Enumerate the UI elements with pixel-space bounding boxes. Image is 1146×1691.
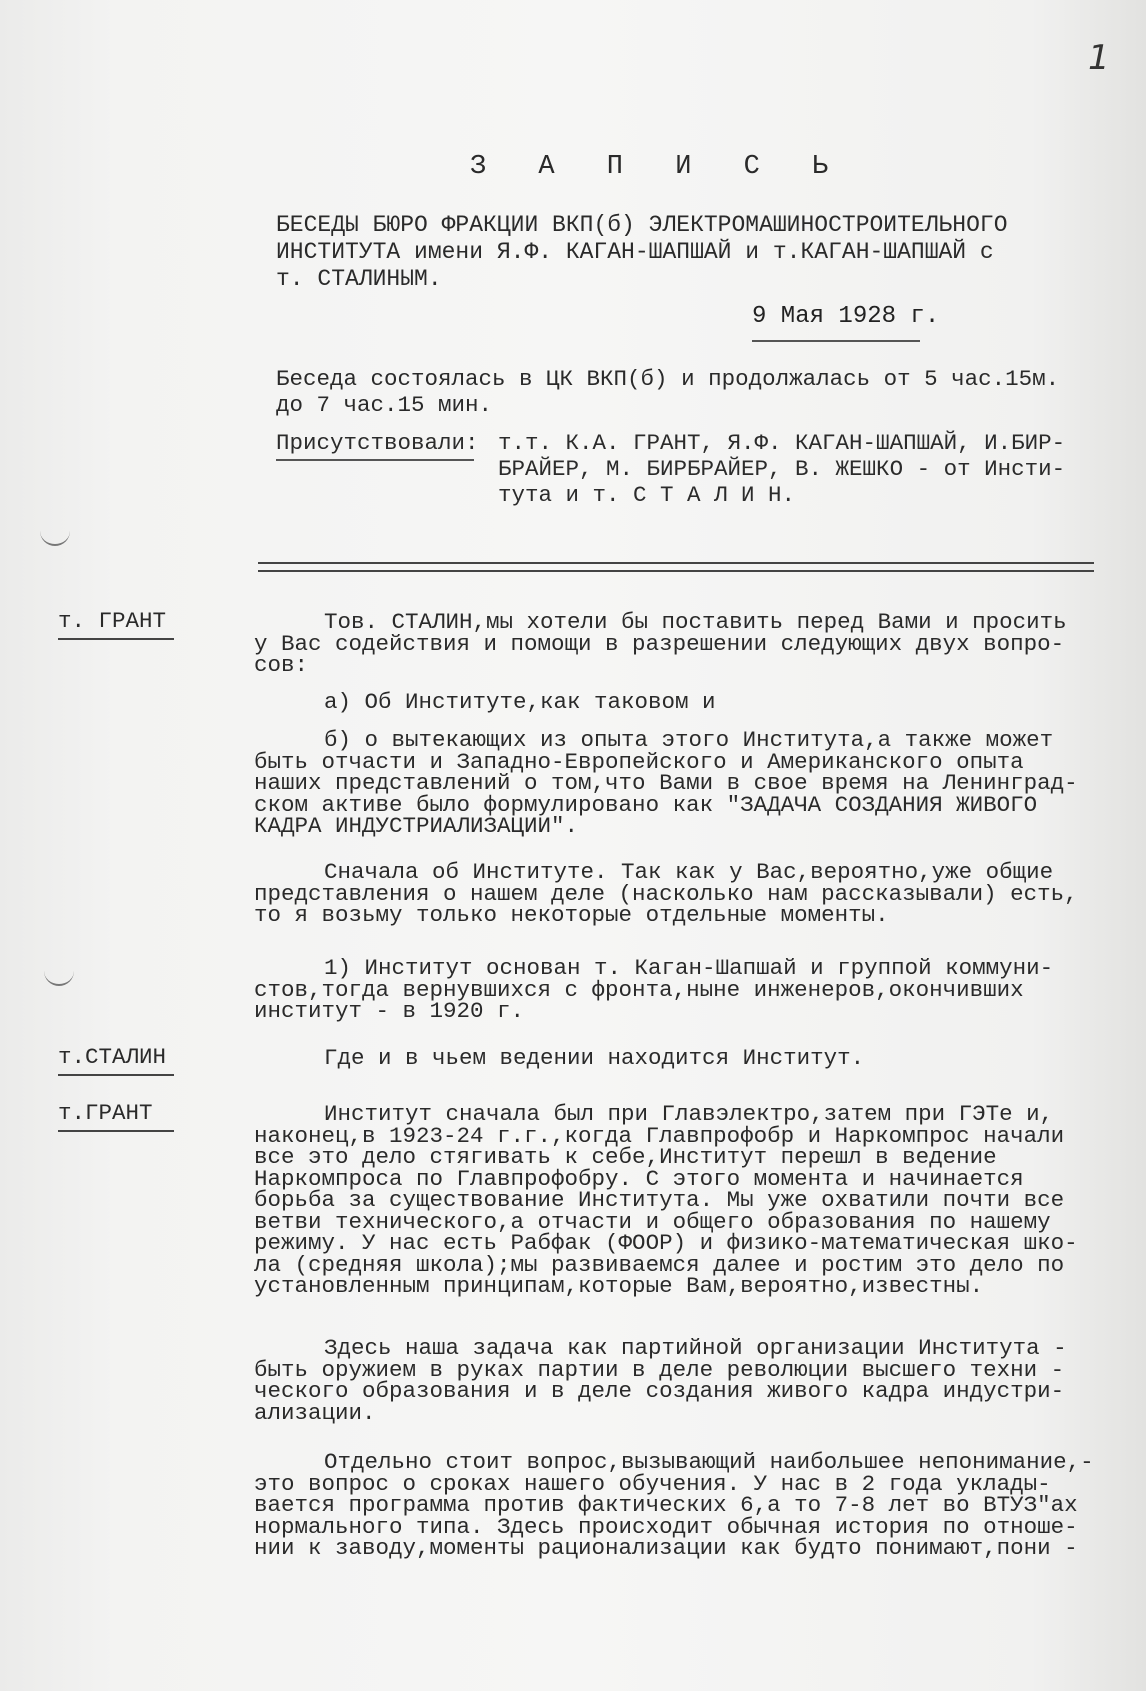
attendees-line: т.т. К.А. ГРАНТ, Я.Ф. КАГАН-ШАПШАЙ, И.БИР- bbox=[498, 430, 1066, 456]
text-line: Тов. СТАЛИН,мы хотели бы поставить перед Вами и просить bbox=[324, 609, 1067, 635]
punch-hole-mark bbox=[44, 970, 74, 986]
text-line: нормального типа. Здесь происходит обычная история по отноше- bbox=[254, 1513, 1078, 1540]
speaker-name: т. ГРАНТ bbox=[58, 608, 167, 634]
paragraph bbox=[254, 1449, 1100, 1561]
text-line: ветви технического,а отчасти и общего образования по нашему bbox=[254, 1208, 1051, 1235]
text-line: быть отчасти и Западно-Европейского и Американского опыта bbox=[254, 748, 1024, 775]
text-line: сов: bbox=[254, 652, 309, 678]
text-line: вается программа против фактических 6,а то 7-8 лет во ВТУЗ"ах bbox=[254, 1492, 1078, 1518]
text-line: представления о нашем деле (насколько нам рассказывали) есть, bbox=[254, 880, 1078, 907]
meeting-info bbox=[276, 366, 1096, 418]
speaker-name: т.ГРАНТ bbox=[58, 1100, 153, 1126]
text-line: наконец,в 1923-24 г.г.,когда Главпрофобр и Наркомпрос начали bbox=[254, 1122, 1065, 1149]
text-line: КАДРА ИНДУСТРИАЛИЗАЦИИ". bbox=[254, 813, 579, 839]
text-line: 1) Институт основан т. Каган-Шапшай и группой коммуни- bbox=[324, 955, 1054, 981]
text-line: ском активе было формулировано как "ЗАДАЧА СОЗДАНИЯ ЖИВОГО bbox=[254, 791, 1038, 818]
attendees-list bbox=[498, 430, 1098, 508]
attendees-line: БРАЙЕР, М. БИРБРАЙЕР, В. ЖЕШКО - от Инсти- bbox=[498, 456, 1066, 482]
attendees-line: тута и т. С Т А Л И Н. bbox=[498, 482, 796, 508]
text-line: то я возьму только некоторые отдельные моменты. bbox=[254, 902, 889, 928]
speaker-underline bbox=[58, 638, 174, 640]
text-line: Наркомпроса по Главпрофобру. С этого момента и начинается bbox=[254, 1165, 1024, 1192]
text-line: Отдельно стоит вопрос,вызывающий наибольшее непонимание,- bbox=[324, 1449, 1094, 1475]
text-line: борьба за существование Института. Мы уже охватили почти все bbox=[254, 1187, 1065, 1213]
document-date: 9 Мая 1928 г. bbox=[752, 303, 940, 330]
document-title: З А П И С Ь bbox=[470, 152, 847, 182]
meeting-info-line: до 7 час.15 мин. bbox=[276, 392, 493, 418]
paragraph bbox=[254, 689, 1100, 715]
text-line: Сначала об Институте. Так как у Вас,вероятно,уже общие bbox=[324, 859, 1054, 885]
heading-line: т. СТАЛИНЫМ. bbox=[276, 266, 442, 292]
punch-hole-mark bbox=[40, 530, 70, 546]
text-line: институт - в 1920 г. bbox=[254, 998, 525, 1024]
paragraph bbox=[254, 727, 1100, 839]
paragraph bbox=[254, 955, 1100, 1024]
text-line: установленным принципам,которые Вам,вероятно,известны. bbox=[254, 1273, 984, 1299]
text-line: ла (средняя школа);мы развиваемся далее и ростим это дело по bbox=[254, 1251, 1065, 1278]
text-line: у Вас содействия и помощи в разрешении следующих двух вопро- bbox=[254, 630, 1065, 657]
text-line: ализации. bbox=[254, 1399, 376, 1426]
text-line: режиму. У нас есть Рабфак (ФООР) и физико-математическая шко- bbox=[254, 1230, 1078, 1256]
speaker-label-grant bbox=[58, 608, 174, 640]
speaker-underline bbox=[58, 1130, 174, 1132]
document-heading bbox=[276, 212, 1056, 293]
text-line: а) Об Институте,как таковом и bbox=[324, 689, 716, 715]
speaker-label-grant bbox=[58, 1100, 174, 1132]
paragraph bbox=[254, 609, 1100, 678]
speaker-label-stalin bbox=[58, 1044, 174, 1076]
speaker-underline bbox=[58, 1074, 174, 1076]
text-line: ческого образования и в деле создания живого кадра индустри- bbox=[254, 1378, 1065, 1404]
paragraph bbox=[254, 1335, 1100, 1426]
attendees-label: Присутствовали: bbox=[276, 430, 479, 456]
text-line: это вопрос о сроках нашего обучения. У нас в 2 года уклады- bbox=[254, 1470, 1051, 1497]
paragraph bbox=[254, 859, 1100, 928]
speaker-name: т.СТАЛИН bbox=[58, 1044, 167, 1070]
heading-line: ИНСТИТУТА имени Я.Ф. КАГАН-ШАПШАЙ и т.КАГАН-ШАПШАЙ с bbox=[276, 239, 994, 265]
text-line: Здесь наша задача как партийной организации Института - bbox=[324, 1335, 1067, 1361]
page-number: 1 bbox=[1088, 38, 1110, 78]
text-line: наших представлений о том,что Вами в свое время на Ленинград- bbox=[254, 770, 1078, 796]
text-line: стов,тогда вернувшихся с фронта,ныне инженеров,окончивших bbox=[254, 976, 1024, 1003]
text-line: все это дело стягивать к себе,Институт перешл в ведение bbox=[254, 1144, 997, 1170]
attendees-underline bbox=[276, 459, 474, 461]
text-line: быть оружием в руках партии в деле революции высшего техни - bbox=[254, 1356, 1065, 1383]
paragraph bbox=[254, 1101, 1100, 1299]
date-underline bbox=[752, 340, 920, 342]
section-divider bbox=[258, 562, 1094, 572]
text-line: б) о вытекающих из опыта этого Института,а также может bbox=[324, 727, 1054, 753]
text-line: нии к заводу,моменты рационализации как будто понимают,пони - bbox=[254, 1535, 1078, 1561]
heading-line: БЕСЕДЫ БЮРО ФРАКЦИИ ВКП(б) ЭЛЕКТРОМАШИНОСТРОИТЕЛЬНОГО bbox=[276, 212, 1008, 238]
paragraph bbox=[254, 1045, 1100, 1071]
text-line: Институт сначала был при Главэлектро,затем при ГЭТе и, bbox=[324, 1101, 1054, 1127]
text-line: Где и в чьем ведении находится Институт. bbox=[324, 1045, 865, 1071]
meeting-info-line: Беседа состоялась в ЦК ВКП(б) и продолжалась от 5 час.15м. bbox=[276, 366, 1060, 392]
